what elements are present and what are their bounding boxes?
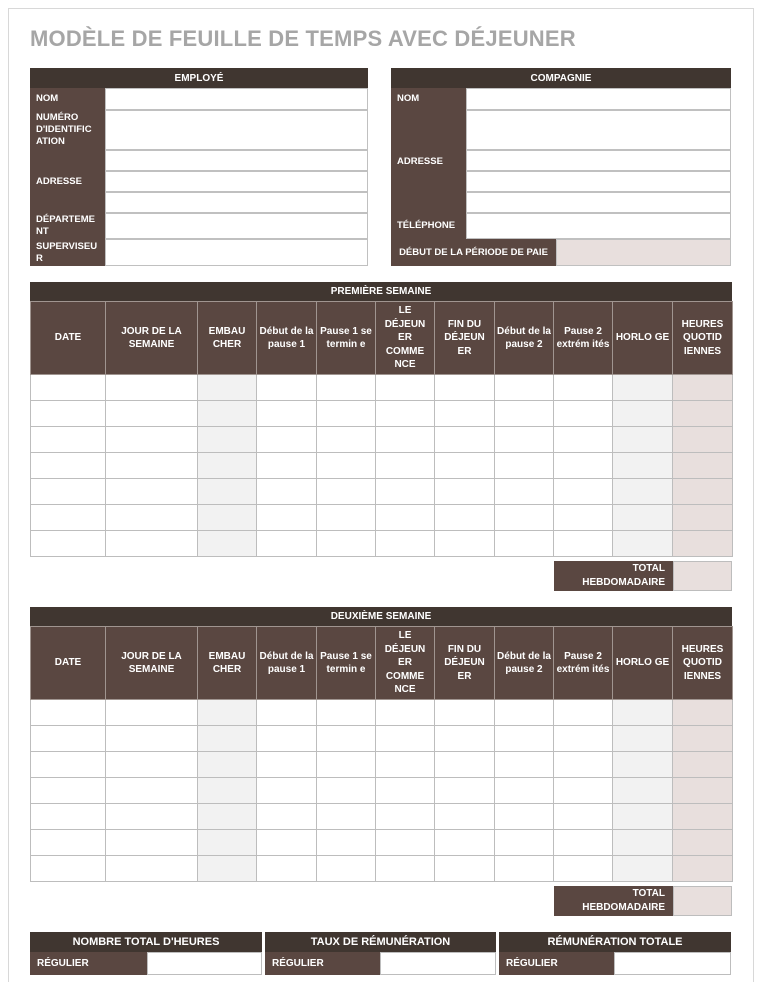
company-address-line-3[interactable]: [466, 171, 731, 192]
table-cell[interactable]: [673, 804, 733, 830]
table-cell[interactable]: [613, 427, 673, 453]
table-cell[interactable]: [31, 830, 106, 856]
table-cell[interactable]: [317, 804, 376, 830]
table-row: [31, 830, 733, 856]
table-cell[interactable]: [257, 778, 317, 804]
table-cell[interactable]: [106, 427, 198, 453]
week1-column-header-10: HORLO GE: [613, 302, 673, 375]
table-cell[interactable]: [376, 531, 435, 557]
week2-total-field[interactable]: [673, 886, 732, 916]
employee-id-field[interactable]: [105, 110, 368, 150]
week1-column-header-2: JOUR DE LA SEMAINE: [106, 302, 198, 375]
week1-column-header-7: FIN DU DÉJEUN ER: [435, 302, 495, 375]
table-cell[interactable]: [495, 479, 554, 505]
table-cell[interactable]: [317, 856, 376, 882]
week1-total-line2: HEBDOMADAIRE: [582, 577, 665, 588]
table-cell[interactable]: [495, 427, 554, 453]
week2-column-header-1: DATE: [31, 627, 106, 700]
table-row: [31, 726, 733, 752]
table-cell[interactable]: [31, 531, 106, 557]
table-cell[interactable]: [554, 531, 613, 557]
table-cell[interactable]: [257, 726, 317, 752]
table-cell[interactable]: [673, 856, 733, 882]
table-cell[interactable]: [613, 479, 673, 505]
table-cell[interactable]: [673, 752, 733, 778]
table-cell[interactable]: [106, 531, 198, 557]
table-cell[interactable]: [376, 830, 435, 856]
table-cell[interactable]: [317, 479, 376, 505]
table-cell[interactable]: [198, 700, 257, 726]
table-cell[interactable]: [31, 700, 106, 726]
week1-column-header-9: Pause 2 extrém ités: [554, 302, 613, 375]
employee-address-line-2[interactable]: [105, 171, 368, 192]
employee-address-label: ADRESSE: [30, 150, 105, 213]
company-name-label: NOM: [391, 88, 466, 110]
table-cell[interactable]: [257, 531, 317, 557]
week2-column-header-5: Pause 1 se termin e: [317, 627, 376, 700]
employee-header: EMPLOYÉ: [30, 68, 368, 88]
table-cell[interactable]: [317, 453, 376, 479]
pay-period-label: DÉBUT DE LA PÉRIODE DE PAIE: [391, 239, 556, 266]
table-cell[interactable]: [376, 505, 435, 531]
employee-department-field[interactable]: [105, 213, 368, 239]
table-cell[interactable]: [613, 453, 673, 479]
table-cell[interactable]: [376, 700, 435, 726]
total-pay-regular-field[interactable]: [614, 952, 731, 975]
week2-column-header-8: Début de la pause 2: [495, 627, 554, 700]
table-cell[interactable]: [435, 726, 495, 752]
table-cell[interactable]: [31, 505, 106, 531]
table-cell[interactable]: [554, 453, 613, 479]
table-cell[interactable]: [495, 401, 554, 427]
table-cell[interactable]: [435, 427, 495, 453]
table-cell[interactable]: [673, 375, 733, 401]
table-cell[interactable]: [31, 479, 106, 505]
table-cell[interactable]: [31, 427, 106, 453]
table-cell[interactable]: [673, 453, 733, 479]
table-cell[interactable]: [495, 375, 554, 401]
table-cell[interactable]: [376, 427, 435, 453]
table-cell[interactable]: [376, 375, 435, 401]
pay-rate-header: TAUX DE RÉMUNÉRATION: [265, 932, 496, 952]
table-cell[interactable]: [673, 778, 733, 804]
table-cell[interactable]: [317, 531, 376, 557]
table-cell[interactable]: [257, 375, 317, 401]
table-cell[interactable]: [673, 830, 733, 856]
table-cell[interactable]: [198, 479, 257, 505]
week1-column-header-3: EMBAU CHER: [198, 302, 257, 375]
pay-period-field[interactable]: [556, 239, 731, 266]
total-hours-regular-field[interactable]: [147, 952, 262, 975]
table-cell[interactable]: [554, 778, 613, 804]
employee-address-line-1[interactable]: [105, 150, 368, 171]
table-cell[interactable]: [31, 856, 106, 882]
table-cell[interactable]: [257, 401, 317, 427]
week2-column-header-4: Début de la pause 1: [257, 627, 317, 700]
table-cell[interactable]: [198, 804, 257, 830]
week1-total-label: [554, 561, 673, 591]
table-cell[interactable]: [198, 375, 257, 401]
company-address-line-1[interactable]: [466, 110, 731, 150]
table-cell[interactable]: [613, 401, 673, 427]
table-cell[interactable]: [495, 830, 554, 856]
table-cell[interactable]: [31, 804, 106, 830]
table-row: [31, 479, 733, 505]
table-cell[interactable]: [376, 401, 435, 427]
table-cell[interactable]: [317, 700, 376, 726]
table-cell[interactable]: [613, 856, 673, 882]
table-cell[interactable]: [554, 505, 613, 531]
week2-header: DEUXIÈME SEMAINE: [30, 607, 732, 626]
table-row: [31, 856, 733, 882]
week2-table: [30, 626, 733, 882]
table-cell[interactable]: [495, 505, 554, 531]
table-cell[interactable]: [257, 700, 317, 726]
table-cell[interactable]: [554, 479, 613, 505]
company-name-field[interactable]: [466, 88, 731, 110]
table-cell[interactable]: [376, 856, 435, 882]
table-cell[interactable]: [106, 856, 198, 882]
table-cell[interactable]: [257, 804, 317, 830]
week2-column-header-9: Pause 2 extrém ités: [554, 627, 613, 700]
table-cell[interactable]: [554, 401, 613, 427]
table-row: [31, 401, 733, 427]
pay-rate-regular-field[interactable]: [380, 952, 496, 975]
table-cell[interactable]: [198, 752, 257, 778]
table-cell[interactable]: [198, 427, 257, 453]
table-cell[interactable]: [613, 531, 673, 557]
week1-column-header-8: Début de la pause 2: [495, 302, 554, 375]
table-cell[interactable]: [376, 752, 435, 778]
week2-total-line1: TOTAL: [632, 888, 665, 899]
table-cell[interactable]: [376, 778, 435, 804]
table-cell[interactable]: [106, 700, 198, 726]
table-cell[interactable]: [554, 752, 613, 778]
table-cell[interactable]: [257, 752, 317, 778]
table-cell[interactable]: [495, 804, 554, 830]
total-hours-header: NOMBRE TOTAL D'HEURES: [30, 932, 262, 952]
table-row: [31, 453, 733, 479]
week1-total-line1: TOTAL: [632, 563, 665, 574]
table-cell[interactable]: [495, 752, 554, 778]
table-cell[interactable]: [554, 726, 613, 752]
week1-table: [30, 301, 733, 557]
table-cell[interactable]: [613, 752, 673, 778]
table-cell[interactable]: [198, 453, 257, 479]
table-row: [31, 531, 733, 557]
table-row: [31, 804, 733, 830]
employee-supervisor-label: SUPERVISEU R: [30, 239, 105, 266]
table-cell[interactable]: [613, 375, 673, 401]
week2-column-header-10: HORLO GE: [613, 627, 673, 700]
table-cell[interactable]: [673, 427, 733, 453]
pay-rate-regular-label: RÉGULIER: [265, 952, 380, 975]
week2-total-label: [554, 886, 673, 916]
week2-column-header-2: JOUR DE LA SEMAINE: [106, 627, 198, 700]
table-cell[interactable]: [317, 752, 376, 778]
table-cell[interactable]: [435, 375, 495, 401]
table-cell[interactable]: [317, 505, 376, 531]
week1-total-field[interactable]: [673, 561, 732, 591]
table-cell[interactable]: [495, 726, 554, 752]
table-cell[interactable]: [435, 752, 495, 778]
company-header: COMPAGNIE: [391, 68, 731, 88]
table-cell[interactable]: [554, 700, 613, 726]
table-row: [31, 778, 733, 804]
table-cell[interactable]: [317, 830, 376, 856]
table-cell[interactable]: [495, 700, 554, 726]
employee-address-line-3[interactable]: [105, 192, 368, 213]
table-cell[interactable]: [257, 479, 317, 505]
employee-id-label: NUMÉRO D'IDENTIFIC ATION: [30, 110, 105, 150]
table-cell[interactable]: [31, 778, 106, 804]
table-cell[interactable]: [613, 505, 673, 531]
table-cell[interactable]: [376, 726, 435, 752]
week2-column-header-3: EMBAU CHER: [198, 627, 257, 700]
employee-name-field[interactable]: [105, 88, 368, 110]
table-cell[interactable]: [673, 479, 733, 505]
company-address-label: ADRESSE: [391, 110, 466, 213]
table-cell[interactable]: [106, 401, 198, 427]
total-pay-regular-label: RÉGULIER: [499, 952, 614, 975]
week1-column-header-1: DATE: [31, 302, 106, 375]
week2-column-header-7: FIN DU DÉJEUN ER: [435, 627, 495, 700]
week1-rows: [31, 375, 733, 557]
table-cell[interactable]: [106, 505, 198, 531]
table-cell[interactable]: [554, 830, 613, 856]
table-cell[interactable]: [613, 830, 673, 856]
week1-column-header-4: Début de la pause 1: [257, 302, 317, 375]
table-cell[interactable]: [317, 401, 376, 427]
total-pay-header: RÉMUNÉRATION TOTALE: [499, 932, 731, 952]
table-row: [31, 752, 733, 778]
table-cell[interactable]: [257, 427, 317, 453]
table-cell[interactable]: [317, 427, 376, 453]
table-cell[interactable]: [435, 453, 495, 479]
table-cell[interactable]: [198, 856, 257, 882]
table-cell[interactable]: [376, 453, 435, 479]
week2-column-header-11: HEURES QUOTID IENNES: [673, 627, 733, 700]
week1-column-headers: [31, 302, 733, 375]
table-cell[interactable]: [673, 401, 733, 427]
table-cell[interactable]: [495, 453, 554, 479]
table-cell[interactable]: [435, 856, 495, 882]
table-cell[interactable]: [106, 752, 198, 778]
table-cell[interactable]: [435, 479, 495, 505]
week2-column-headers: [31, 627, 733, 700]
table-cell[interactable]: [106, 830, 198, 856]
table-cell[interactable]: [198, 778, 257, 804]
table-cell[interactable]: [435, 505, 495, 531]
week1-column-header-6: LE DÉJEUN ER COMME NCE: [376, 302, 435, 375]
employee-department-label: DÉPARTEME NT: [30, 213, 105, 239]
table-cell[interactable]: [31, 726, 106, 752]
table-cell[interactable]: [31, 401, 106, 427]
table-cell[interactable]: [613, 778, 673, 804]
table-cell[interactable]: [554, 856, 613, 882]
week1-column-header-5: Pause 1 se termin e: [317, 302, 376, 375]
table-cell[interactable]: [673, 531, 733, 557]
table-cell[interactable]: [435, 778, 495, 804]
table-cell[interactable]: [435, 401, 495, 427]
table-cell[interactable]: [198, 505, 257, 531]
table-cell[interactable]: [31, 453, 106, 479]
table-cell[interactable]: [198, 531, 257, 557]
table-cell[interactable]: [198, 401, 257, 427]
week2-column-header-6: LE DÉJEUN ER COMME NCE: [376, 627, 435, 700]
company-address-line-2[interactable]: [466, 150, 731, 171]
company-address-line-4[interactable]: [466, 192, 731, 213]
table-cell[interactable]: [257, 856, 317, 882]
table-cell[interactable]: [495, 531, 554, 557]
table-cell[interactable]: [257, 453, 317, 479]
table-cell[interactable]: [613, 726, 673, 752]
week1-header: PREMIÈRE SEMAINE: [30, 282, 732, 301]
table-row: [31, 375, 733, 401]
table-cell[interactable]: [673, 505, 733, 531]
table-cell[interactable]: [376, 479, 435, 505]
table-cell[interactable]: [317, 726, 376, 752]
table-cell[interactable]: [435, 804, 495, 830]
table-cell[interactable]: [554, 804, 613, 830]
table-cell[interactable]: [198, 726, 257, 752]
table-row: [31, 427, 733, 453]
table-cell[interactable]: [257, 830, 317, 856]
employee-name-label: NOM: [30, 88, 105, 110]
table-row: [31, 505, 733, 531]
table-cell[interactable]: [495, 778, 554, 804]
table-cell[interactable]: [198, 830, 257, 856]
table-cell[interactable]: [435, 700, 495, 726]
table-cell[interactable]: [31, 752, 106, 778]
table-cell[interactable]: [613, 700, 673, 726]
table-cell[interactable]: [257, 505, 317, 531]
total-hours-regular-label: RÉGULIER: [30, 952, 147, 975]
table-cell[interactable]: [554, 427, 613, 453]
table-cell[interactable]: [106, 375, 198, 401]
employee-supervisor-field[interactable]: [105, 239, 368, 266]
table-cell[interactable]: [106, 479, 198, 505]
table-cell[interactable]: [554, 375, 613, 401]
table-cell[interactable]: [106, 726, 198, 752]
table-cell[interactable]: [317, 778, 376, 804]
week1-column-header-11: HEURES QUOTID IENNES: [673, 302, 733, 375]
table-cell[interactable]: [106, 804, 198, 830]
table-cell[interactable]: [106, 778, 198, 804]
company-phone-field[interactable]: [466, 213, 731, 239]
table-cell[interactable]: [31, 375, 106, 401]
company-phone-label: TÉLÉPHONE: [391, 213, 466, 239]
table-cell[interactable]: [435, 531, 495, 557]
week2-total-line2: HEBDOMADAIRE: [582, 902, 665, 913]
table-cell[interactable]: [376, 804, 435, 830]
page-title: MODÈLE DE FEUILLE DE TEMPS AVEC DÉJEUNER: [30, 26, 576, 51]
table-cell[interactable]: [435, 830, 495, 856]
table-cell[interactable]: [613, 804, 673, 830]
table-cell[interactable]: [673, 700, 733, 726]
table-cell[interactable]: [317, 375, 376, 401]
table-cell[interactable]: [673, 726, 733, 752]
table-cell[interactable]: [106, 453, 198, 479]
table-row: [31, 700, 733, 726]
week2-rows: [31, 700, 733, 882]
table-cell[interactable]: [495, 856, 554, 882]
